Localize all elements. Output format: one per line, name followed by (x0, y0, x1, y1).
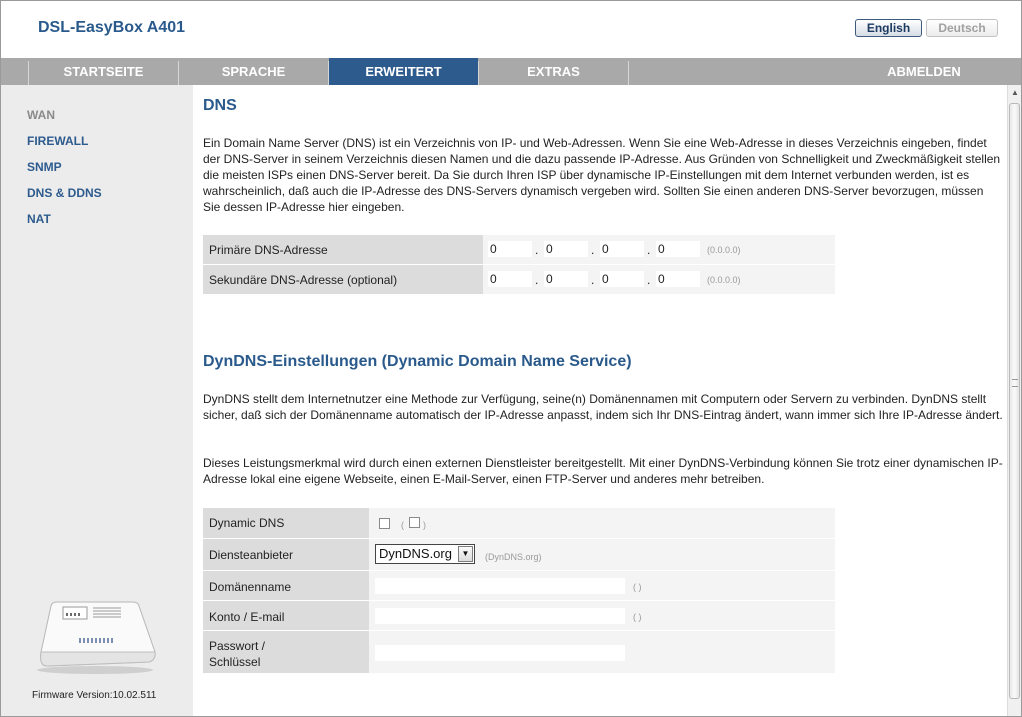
domain-hint: ( ) (633, 582, 642, 592)
router-device-icon (37, 600, 159, 675)
vertical-scrollbar[interactable] (1007, 85, 1022, 716)
secondary-dns-hint: (0.0.0.0) (707, 275, 741, 285)
dns-title: DNS (203, 97, 237, 114)
primary-dns-value-cell (483, 235, 835, 264)
secondary-dns-value-cell (483, 265, 835, 294)
triangle-down-icon[interactable]: ▼ (458, 546, 473, 562)
sidebar-item-wan[interactable]: WAN (27, 108, 55, 122)
ip-dot: . (535, 273, 539, 287)
tab-abmelden[interactable]: ABMELDEN (887, 64, 961, 79)
domain-label: Domänenname (209, 580, 292, 594)
password-value-cell (369, 631, 835, 673)
password-row (203, 631, 835, 673)
main-nav (1, 58, 1021, 85)
dynamic-dns-default-checkbox (409, 517, 420, 528)
secondary-dns-label: Sekundäre DNS-Adresse (optional) (209, 273, 398, 287)
account-hint: ( ) (633, 612, 642, 622)
ip-dot: . (647, 273, 651, 287)
secondary-dns-octet-4[interactable] (656, 271, 700, 287)
ip-dot: . (591, 273, 595, 287)
main-content (193, 85, 1007, 716)
deutsch-button[interactable]: Deutsch (926, 19, 998, 37)
tab-extras[interactable]: EXTRAS (527, 64, 580, 79)
secondary-dns-octet-1[interactable] (488, 271, 532, 287)
dynamic-dns-hint-open: ( (401, 520, 404, 530)
tab-startseite[interactable]: STARTSEITE (63, 64, 144, 79)
primary-dns-octet-4[interactable] (656, 241, 700, 257)
provider-label: Diensteanbieter (209, 548, 294, 562)
password-label-line-1: Passwort / (209, 639, 266, 653)
scrollbar-thumb[interactable] (1009, 103, 1020, 699)
password-label-line-2: Schlüssel (209, 655, 261, 669)
provider-hint: (DynDNS.org) (485, 552, 542, 562)
ip-dot: . (647, 243, 651, 257)
primary-dns-hint: (0.0.0.0) (707, 245, 741, 255)
domain-value-cell (369, 571, 835, 600)
device-title: DSL-EasyBox A401 (38, 19, 186, 36)
firmware-version: Firmware Version:10.02.511 (32, 690, 157, 701)
dynamic-dns-hint-close: ) (423, 520, 426, 530)
dynamic-dns-row (203, 508, 835, 538)
primary-dns-octet-1[interactable] (488, 241, 532, 257)
tab-sprache[interactable]: SPRACHE (221, 64, 286, 79)
provider-value-cell (369, 539, 835, 570)
dynamic-dns-label: Dynamic DNS (209, 516, 285, 530)
primary-dns-label: Primäre DNS-Adresse (209, 243, 328, 257)
dynamic-dns-value-cell (369, 508, 835, 538)
sidebar-item-snmp[interactable]: SNMP (27, 160, 62, 174)
domain-row (203, 571, 835, 600)
primary-dns-octet-3[interactable] (600, 241, 644, 257)
tab-erweitert[interactable]: ERWEITERT (329, 58, 478, 85)
account-value-cell (369, 601, 835, 630)
primary-dns-row (203, 235, 835, 264)
ip-dot: . (591, 243, 595, 257)
header (1, 1, 1021, 58)
provider-selected-value: DynDNS.org (379, 546, 452, 561)
sidebar-item-dns-ddns[interactable]: DNS & DDNS (27, 186, 102, 200)
dynamic-dns-checkbox[interactable] (379, 518, 390, 529)
dyndns-title: DynDNS-Einstellungen (Dynamic Domain Name Service) (203, 353, 632, 370)
dyndns-description-1: DynDNS stellt dem Internetnutzer eine Methode zur Verfügung, seine(n) Domänennamen mit Computern oder Servern zu verbinden. DynDNS stellt sicher, daß sich der Domänenname automatisch der IP-Adresse anpasst, indem sich Ihr DNS-Eintrag ändert, wann immer sich Ihre IP-Adresse ändert. (203, 392, 1003, 422)
account-label: Konto / E-mail (209, 610, 285, 624)
dns-description: Ein Domain Name Server (DNS) ist ein Verzeichnis von IP- und Web-Adressen. Wenn Sie eine Web-Adresse in dieses Verzeichnis eingeben, findet der DNS-Server in seinem Verzeichnis diesen Namen und die dazu passende IP-Adresse. Aus Gründen von Schnelligkeit und Zweckmäßigkeit stellen die meisten ISPs einen DNS-Server bereit. Da Sie durch Ihren ISP über dynamische IP-Einstellungen mit dem Internet verbunden werden, ist es wahrscheinlich, daß auch die IP-Adresse des DNS-Servers dynamisch vergeben wird. Sollten Sie einen anderen DNS-Server bevorzugen, müssen Sie dessen IP-Adresse hier eingeben. (203, 136, 1001, 214)
secondary-dns-octet-2[interactable] (544, 271, 588, 287)
dyndns-description-2: Dieses Leistungsmerkmal wird durch einen externen Dienstleister bereitgestellt. Mit einer DynDNS-Verbindung können Sie trotz einer dynamischen IP-Adresse lokal eine eigene Webseite, einen E-Mail-Server, einen FTP-Server und anderes mehr betreiben. (203, 456, 1003, 486)
account-row (203, 601, 835, 630)
sidebar-item-firewall[interactable]: FIREWALL (27, 134, 89, 148)
password-input[interactable] (375, 645, 625, 661)
domain-input[interactable] (375, 578, 625, 594)
scrollbar-grip (1012, 379, 1018, 387)
password-label (209, 638, 265, 670)
triangle-up-icon[interactable]: ▲ (1011, 88, 1019, 97)
provider-select[interactable] (375, 544, 475, 564)
primary-dns-octet-2[interactable] (544, 241, 588, 257)
english-button[interactable]: English (855, 19, 922, 37)
provider-row (203, 539, 835, 570)
account-input[interactable] (375, 608, 625, 624)
sidebar-item-nat[interactable]: NAT (27, 212, 51, 226)
secondary-dns-row (203, 265, 835, 294)
nav-divider (628, 61, 629, 85)
sidebar (1, 85, 193, 716)
secondary-dns-octet-3[interactable] (600, 271, 644, 287)
ip-dot: . (535, 243, 539, 257)
